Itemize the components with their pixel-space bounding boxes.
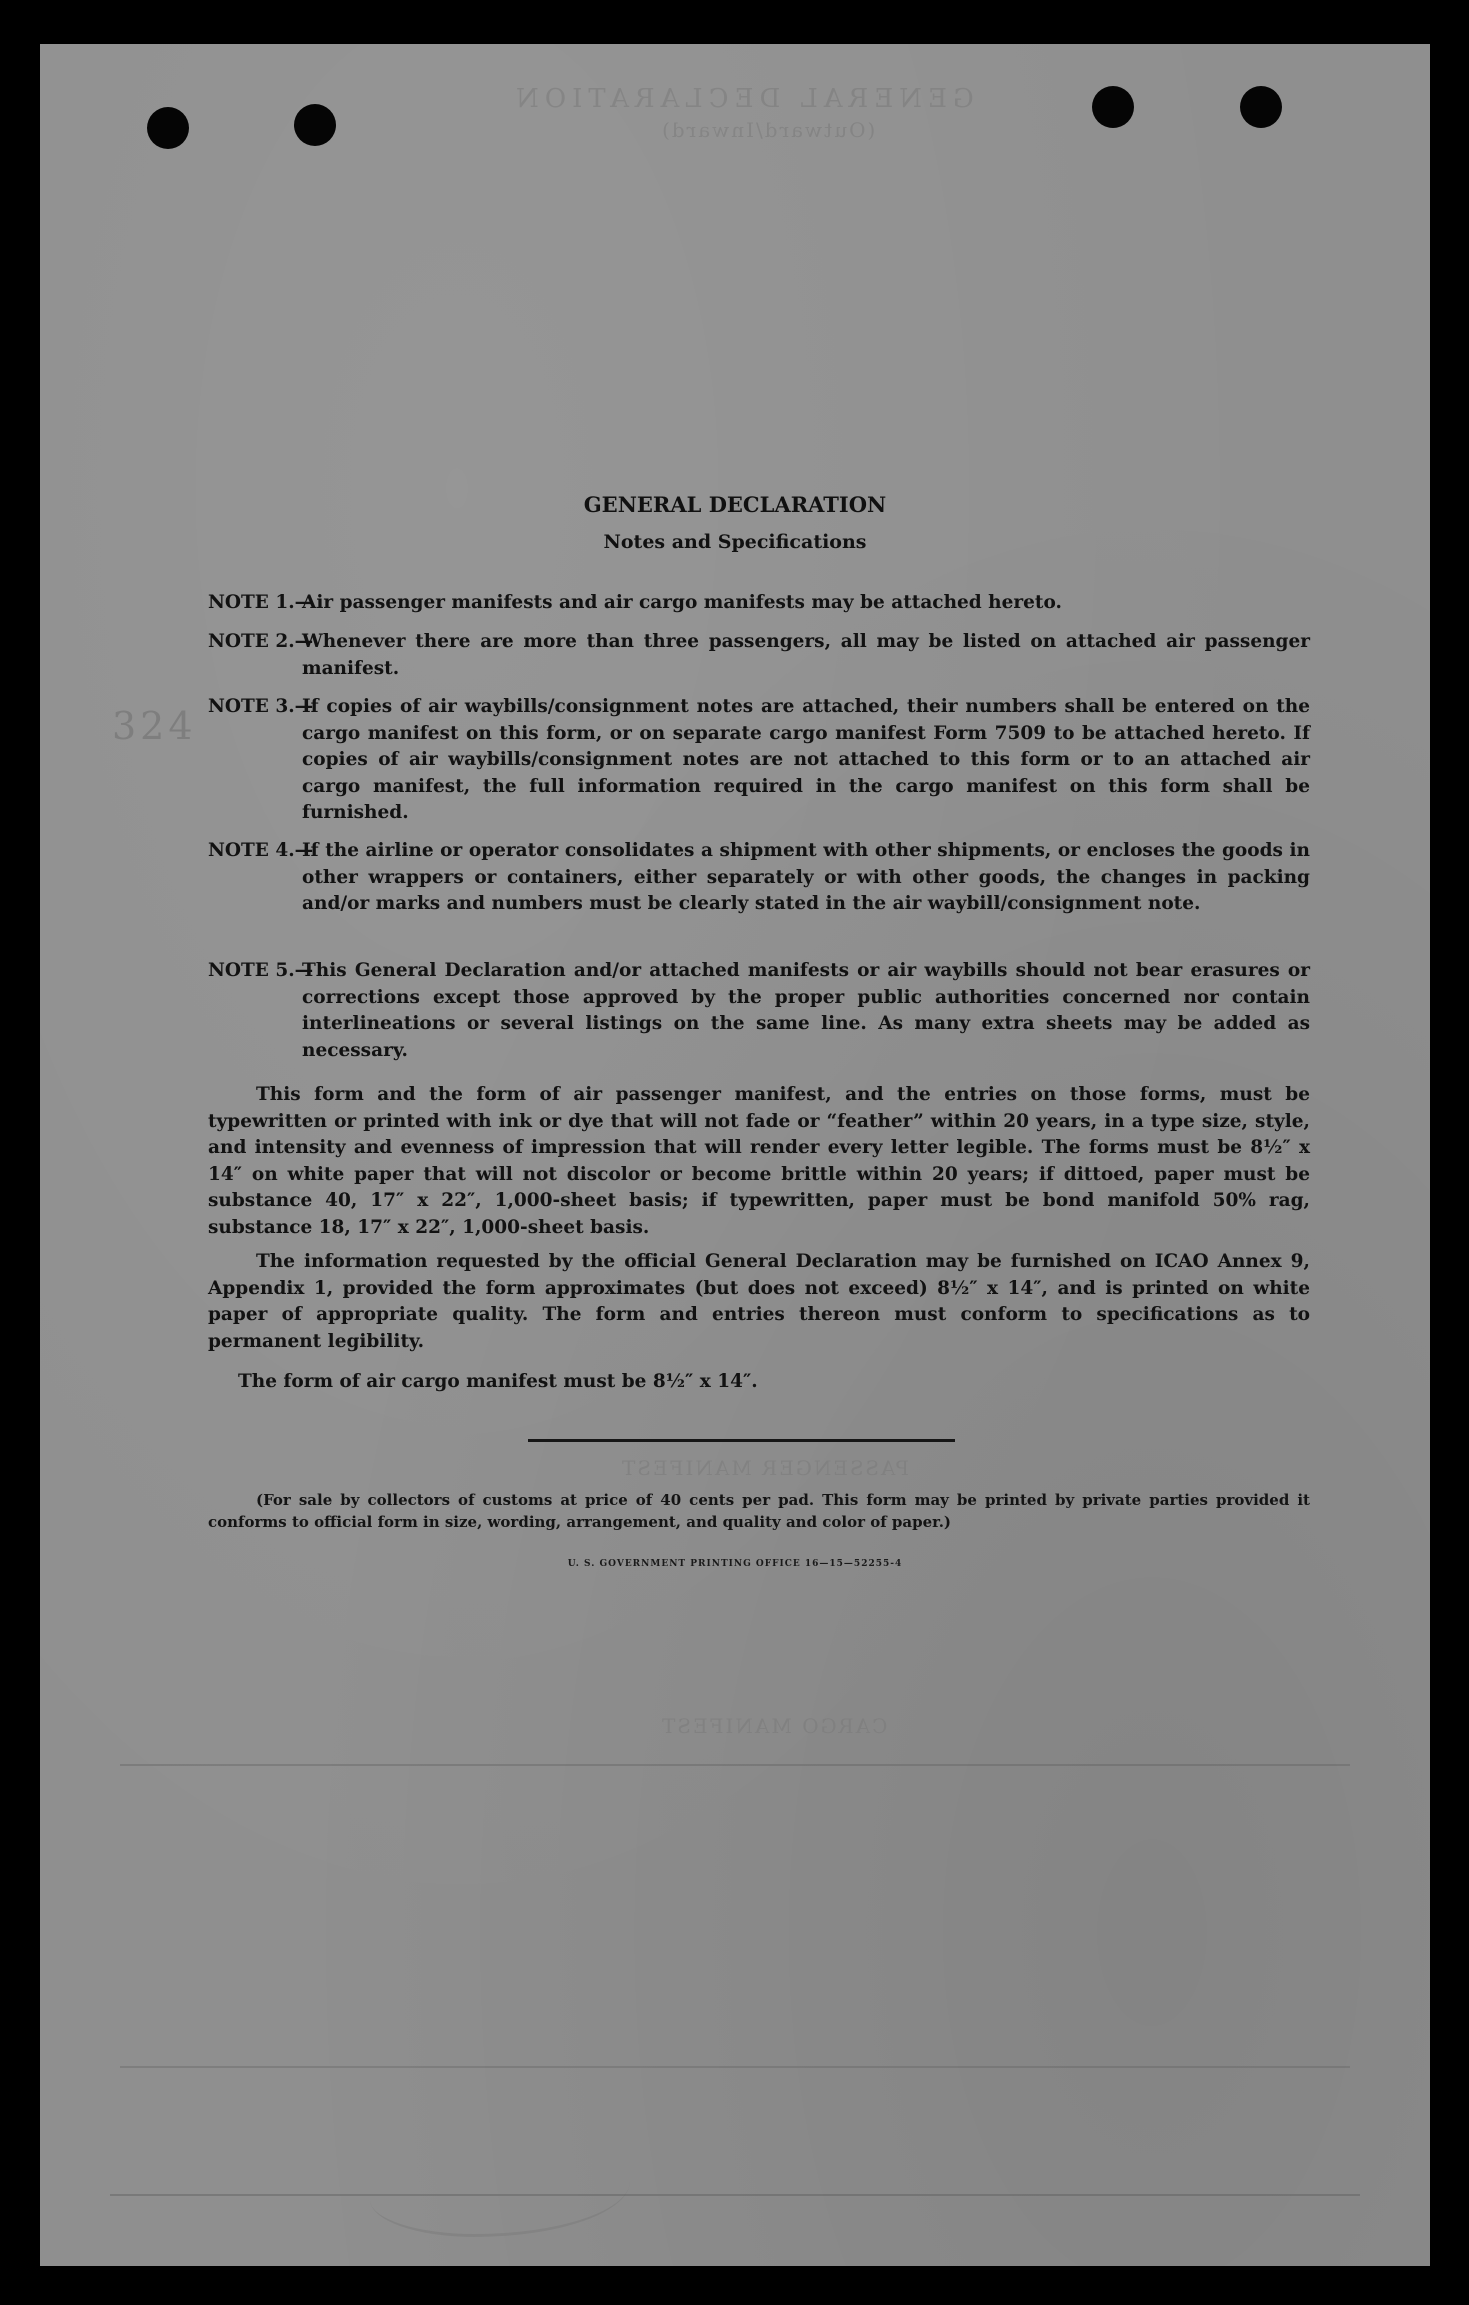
paper-specification-paragraph: This form and the form of air passenger manifest, and the entries on those forms, must be typewritten or printed with ink or dye that will not fade or “feather” within 20 years, in a type size, style, and intensity and evenness of impression that will render every letter legible. The forms must be 8½″ x 14″ on white paper that will not discolor or become brittle within 20 years; if dittoed, paper must be substance 40, 17″ x 22″, 1,000-sheet basis; if typewritten, paper must be bond manifold 50% rag, substance 18, 17″ x 22″, 1,000-sheet basis. xyxy=(208,1084,1310,1238)
note-label: NOTE 5.— xyxy=(208,960,314,981)
bleed-through-heading: GENERAL DECLARATION xyxy=(510,84,974,114)
icao-paragraph: The information requested by the official General Declaration may be furnished on ICAO Annex 9, Appendix 1, provided the form approximates (but does not exceed) 8½″ x 14″, and is printed on white paper of appropriate quality. The form and entries thereon must conform to specifications as to permanent legibility. xyxy=(208,1251,1310,1352)
note-5 xyxy=(208,958,1310,1064)
divider-rule xyxy=(528,1439,955,1442)
note-text: Air passenger manifests and air cargo manifests may be attached hereto. xyxy=(302,592,1062,613)
note-text: If the airline or operator consolidates a shipment with other shipments, or encloses the goods in other wrappers or containers, either separately or with other goods, the changes in packing and/or marks and numbers must be clearly stated in the air waybill/consignment note. xyxy=(302,840,1310,914)
document-sheet xyxy=(40,44,1430,2266)
note-text: Whenever there are more than three passengers, all may be listed on attached air passenger manifest. xyxy=(302,631,1310,679)
note-2 xyxy=(208,629,1310,682)
punch-hole-left-2 xyxy=(294,104,336,146)
punch-hole-right-2 xyxy=(1240,86,1282,128)
bleed-through-table-lines xyxy=(120,1764,1350,2068)
printer-imprint: U. S. GOVERNMENT PRINTING OFFICE 16—15—52255-4 xyxy=(567,1559,903,1569)
cargo-manifest-size-paragraph: The form of air cargo manifest must be 8½″ x 14″. xyxy=(238,1371,758,1392)
page-title: GENERAL DECLARATION xyxy=(583,492,887,517)
note-label: NOTE 4.— xyxy=(208,840,314,861)
note-4 xyxy=(208,838,1310,918)
bleed-through-rule xyxy=(110,2194,1360,2196)
note-label: NOTE 3.— xyxy=(208,696,314,717)
note-text: If copies of air waybills/consignment notes are attached, their numbers shall be entered on the cargo manifest on this form, or on separate cargo manifest Form 7509 to be attached hereto. If copies of air waybills/consignment notes are not attached to this form or to an attached air cargo manifest, the full information required in the cargo manifest on this form shall be furnished. xyxy=(302,696,1310,823)
note-1 xyxy=(208,590,1310,617)
bleed-through-passenger-manifest: PASSENGER MANIFEST xyxy=(620,1456,910,1480)
margin-number: 324 xyxy=(112,704,197,748)
note-label: NOTE 2.— xyxy=(208,631,314,652)
page-subtitle: Notes and Specifications xyxy=(603,531,867,553)
note-3 xyxy=(208,694,1310,827)
punch-hole-left-1 xyxy=(147,107,189,149)
note-label: NOTE 1.— xyxy=(208,592,314,613)
sale-notice: (For sale by collectors of customs at price of 40 cents per pad. This form may be printed by private parties provided it conforms to official form in size, wording, arrangement, and quality and color of paper.) xyxy=(208,1491,1310,1531)
punch-hole-right-1 xyxy=(1092,86,1134,128)
bleed-through-subheading: (Outward/Inward) xyxy=(660,118,876,142)
note-text: This General Declaration and/or attached manifests or air waybills should not bear erasures or corrections except those approved by the proper public authorities concerned nor contain interlineations or several listings on the same line. As many extra sheets may be added as necessary. xyxy=(302,960,1310,1061)
signature-scrawl xyxy=(370,2144,630,2237)
bleed-through-cargo-manifest: CARGO MANIFEST xyxy=(660,1714,888,1738)
